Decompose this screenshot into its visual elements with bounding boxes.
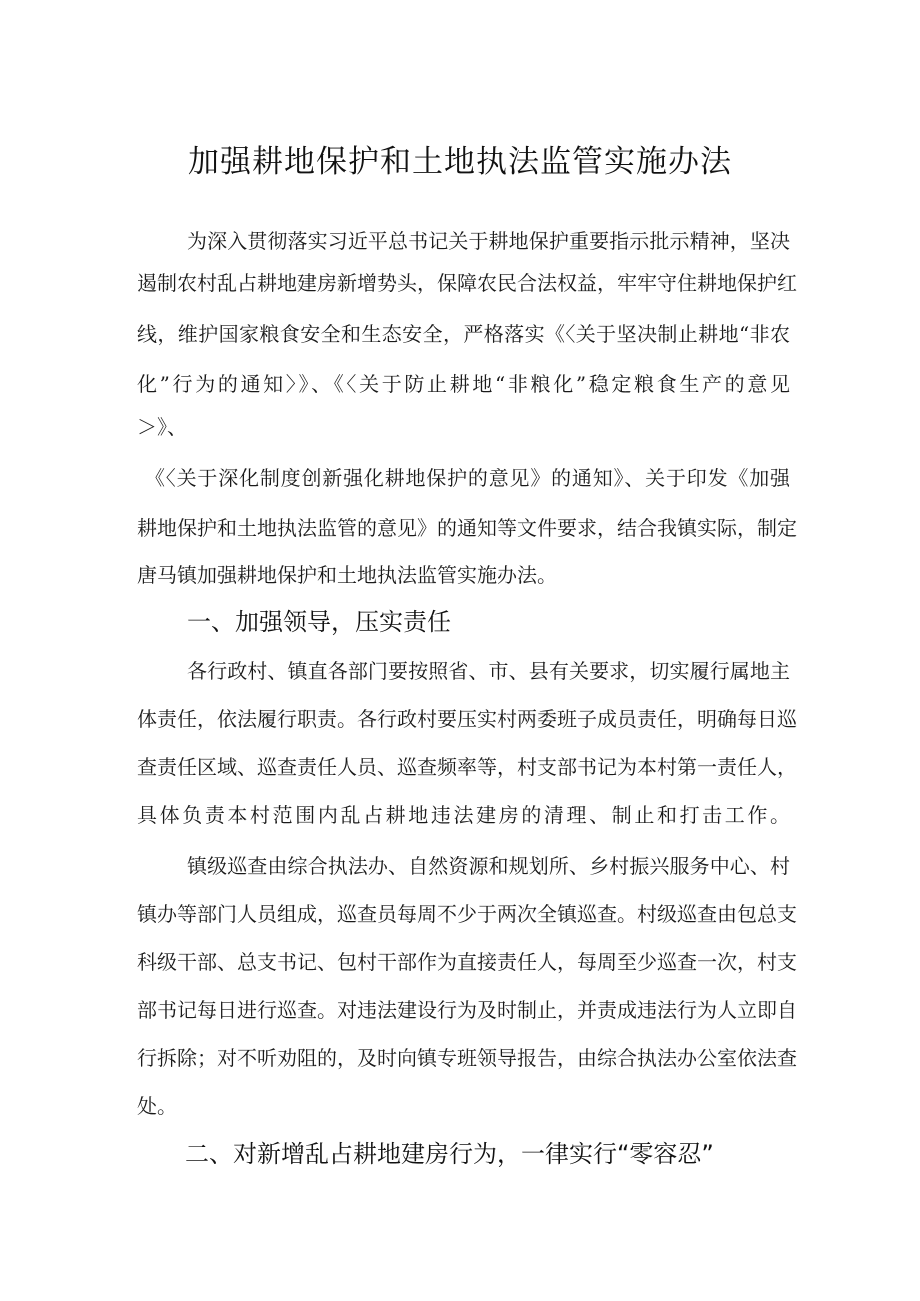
intro-line: 《〈关于深化制度创新强化耕地保护的意见》的通知》、关于印发《加强: [145, 466, 791, 490]
section1-line: 体责任，依法履行职责。各行政村要压实村两委班子成员责任，明确每日巡: [137, 707, 797, 731]
intro-line: 为深入贯彻落实习近平总书记关于耕地保护重要指示批示精神，坚决: [187, 229, 791, 253]
section1-line: 镇办等部门人员组成，巡查员每周不少于两次全镇巡查。村级巡查由包总支: [137, 902, 797, 926]
intro-line: 化”行为的通知〉》、《〈关于防止耕地“非粮化”稳定粮食生产的意见: [137, 372, 793, 396]
section1-line: 各行政村、镇直各部门要按照省、市、县有关要求，切实履行属地主: [187, 659, 791, 683]
intro-line: ＞》、: [137, 415, 187, 439]
section1-line: 镇级巡查由综合执法办、自然资源和规划所、乡村振兴服务中心、村: [187, 854, 791, 878]
section-heading-2: 二、对新增乱占耕地建房行为，一律实行“零容忍”: [185, 1140, 714, 1168]
document-title: 加强耕地保护和土地执法监管实施办法: [188, 144, 732, 180]
section1-line: 部书记每日进行巡查。对违法建设行为及时制止，并责成违法行为人立即自: [137, 998, 797, 1022]
section-heading-1: 一、加强领导，压实责任: [187, 608, 451, 636]
intro-line: 遏制农村乱占耕地建房新增势头，保障农民合法权益，牢牢守住耕地保护红: [137, 271, 797, 295]
section1-line: 查责任区域、巡查责任人员、巡查频率等，村支部书记为本村第一责任人，: [137, 755, 797, 779]
intro-line: 唐马镇加强耕地保护和土地执法监管实施办法。: [137, 563, 557, 587]
intro-line: 耕地保护和土地执法监管的意见》的通知等文件要求，结合我镇实际，制定: [137, 516, 797, 540]
intro-line: 线，维护国家粮食安全和生态安全，严格落实《〈关于坚决制止耕地“非农: [137, 322, 791, 346]
section1-line: 处。: [137, 1094, 177, 1118]
section1-line: 具体负责本村范围内乱占耕地违法建房的清理、制止和打击工作。: [137, 803, 793, 827]
section1-line: 行拆除；对不听劝阻的，及时向镇专班领导报告，由综合执法办公室依法查: [137, 1046, 797, 1070]
section1-line: 科级干部、总支书记、包村干部作为直接责任人，每周至少巡查一次，村支: [137, 950, 797, 974]
